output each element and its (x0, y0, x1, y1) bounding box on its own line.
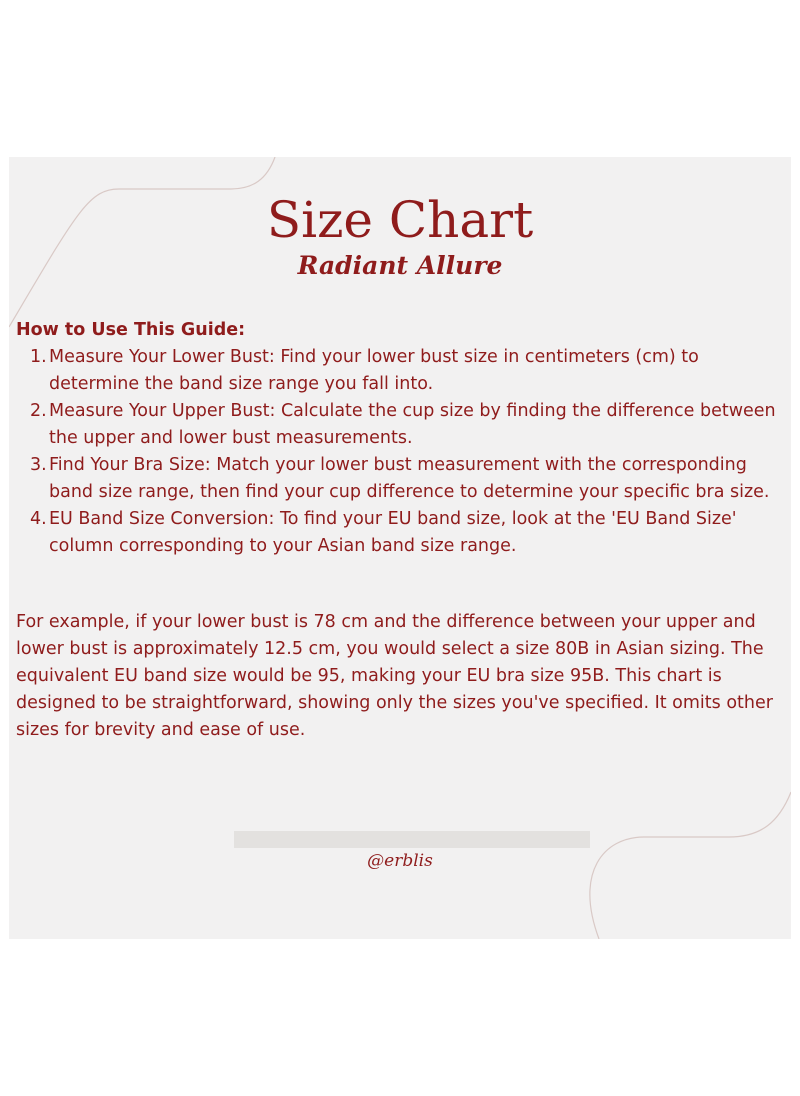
step-text: Measure Your Upper Bust: Calculate the cup size by finding the difference between the upper and lower bust measurements. (49, 401, 776, 448)
guide-step (16, 344, 786, 398)
example-paragraph: For example, if your lower bust is 78 cm and the difference between your upper and lower bust is approximately 12.5 cm, you would select a size 80B in Asian sizing. The equivalent EU band size would be 95, making your EU bra size 95B. This chart is designed to be straightforward, showing only the sizes you've specified. It omits other sizes for brevity and ease of use. (16, 612, 773, 740)
size-chart-card (9, 157, 791, 939)
guide-step (16, 398, 786, 452)
step-text: EU Band Size Conversion: To find your EU band size, look at the 'EU Band Size' column corresponding to your Asian band size range. (49, 509, 737, 556)
guide-step (16, 506, 786, 560)
guide-heading: How to Use This Guide: (16, 320, 246, 340)
step-text: Measure Your Lower Bust: Find your lower bust size in centimeters (cm) to determine the band size range you fall into. (49, 347, 699, 394)
page-title: Size Chart (266, 191, 534, 249)
step-number: 3. (30, 455, 47, 475)
social-handle: @erblis (367, 851, 433, 871)
step-text: Find Your Bra Size: Match your lower bust measurement with the corresponding band size range, then find your cup difference to determine your specific bra size. (49, 455, 770, 502)
page-subtitle: Radiant Allure (297, 251, 503, 280)
guide-step (16, 452, 786, 506)
step-number: 4. (30, 509, 47, 529)
step-number: 1. (30, 347, 47, 367)
guide-steps (16, 344, 786, 560)
divider-bar (234, 831, 590, 848)
step-number: 2. (30, 401, 47, 421)
guide-section (16, 317, 786, 560)
